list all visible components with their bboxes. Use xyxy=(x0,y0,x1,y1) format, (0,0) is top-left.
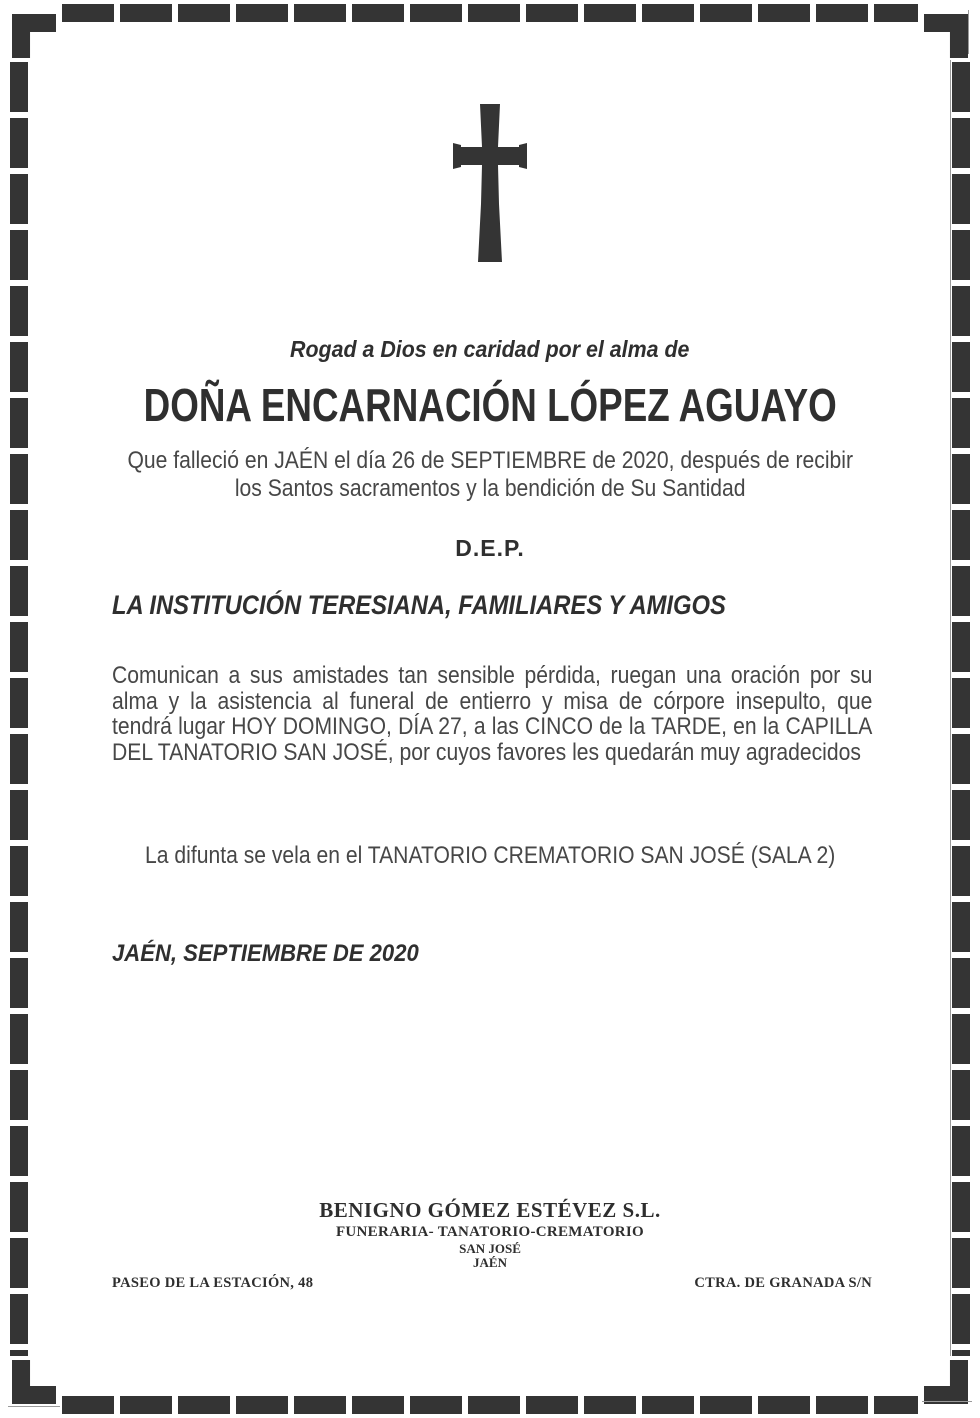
border-dashes-right xyxy=(952,62,970,1356)
border-corner-top-left xyxy=(12,14,56,58)
deceased-name-text: DOÑA ENCARNACIÓN LÓPEZ AGUAYO xyxy=(143,379,837,431)
scan-edge-tick-bottom-right xyxy=(922,1401,972,1402)
scan-edge-tick-top-right xyxy=(968,10,969,54)
latin-cross-icon xyxy=(453,104,527,262)
wake-location-line xyxy=(0,842,980,870)
address-right: CTRA. DE GRANADA S/N xyxy=(694,1275,872,1291)
border-corner-bottom-right xyxy=(924,1360,968,1404)
funeral-home-name-text: BENIGNO GÓMEZ ESTÉVEZ S.L. xyxy=(319,1198,661,1222)
funeral-home-city-text: JAÉN xyxy=(473,1255,507,1270)
wake-location-text: La difunta se vela en el TANATORIO CREMATORIO SAN JOSÉ (SALA 2) xyxy=(144,842,836,869)
death-line-1 xyxy=(0,447,980,475)
dep-text: D.E.P. xyxy=(455,535,525,561)
funeral-home-brand-text: SAN JOSÉ xyxy=(459,1241,521,1256)
border-corner-bottom-left xyxy=(12,1360,56,1404)
address-left: PASEO DE LA ESTACIÓN, 48 xyxy=(112,1275,314,1291)
funeral-home-name xyxy=(0,1198,980,1223)
death-line-1-text: Que falleció en JAÉN el día 26 de SEPTIEMBRE de 2020, después de recibir xyxy=(127,447,853,474)
death-line-2-text: los Santos sacramentos y la bendición de Su Santidad xyxy=(234,475,746,502)
death-line-2 xyxy=(0,475,980,503)
announcement-paragraph: Comunican a sus amistades tan sensible pérdida, ruegan una oración por su alma y la asistencia al funeral de entierro y misa de córpore insepulto, que tendrá lugar HOY DOMINGO, DÍA 27, a las CINCO de la TARDE, en la CAPILLA DEL TANATORIO SAN JOSÉ, por cuyos favores les quedarán muy agradecidos xyxy=(112,662,873,766)
border-dashes-bottom xyxy=(62,1396,918,1414)
funeral-home-services xyxy=(0,1224,980,1241)
border-corner-top-right xyxy=(924,14,968,58)
invocation-text: Rogad a Dios en caridad por el alma de xyxy=(290,336,690,362)
border-dashes-left xyxy=(10,62,28,1356)
border-dashes-top xyxy=(62,4,918,22)
deceased-name xyxy=(0,378,980,432)
dateline: JAÉN, SEPTIEMBRE DE 2020 xyxy=(112,940,419,967)
dep-abbreviation xyxy=(0,535,980,562)
funeral-home-city xyxy=(0,1255,980,1271)
invocation-line xyxy=(0,336,980,363)
scan-edge-tick-bottom-left xyxy=(8,1406,60,1407)
mourners-line: LA INSTITUCIÓN TERESIANA, FAMILIARES Y AMIGOS xyxy=(112,590,726,620)
funeral-home-services-text: FUNERARIA- TANATORIO-CREMATORIO xyxy=(335,1224,645,1240)
scan-edge-line-right xyxy=(950,60,951,1356)
